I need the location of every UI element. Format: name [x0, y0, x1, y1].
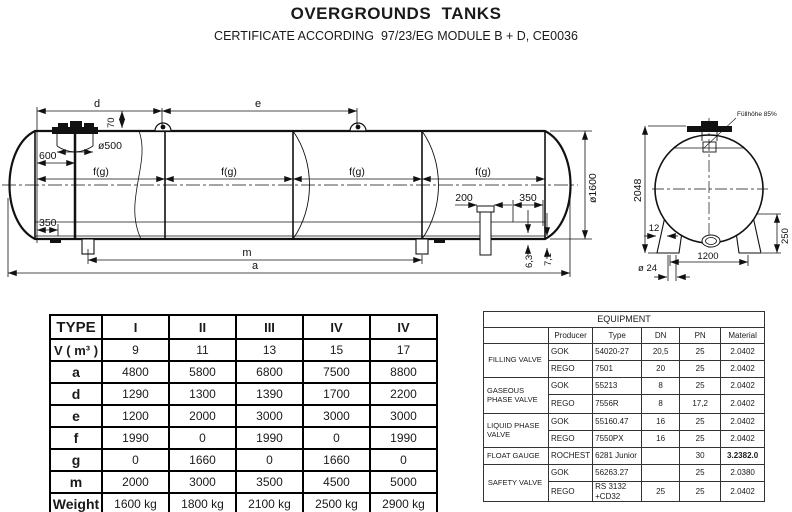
equipment-col-producer: Producer [549, 328, 593, 344]
equipment-col-material: Material [721, 328, 765, 344]
type-cell: 1200 [102, 405, 169, 427]
type-cell: 3500 [236, 471, 303, 493]
type-cell: 0 [303, 427, 370, 449]
equipment-cell: 16 [642, 431, 680, 448]
type-cell: 4500 [303, 471, 370, 493]
equipment-cell: 2.0402 [721, 482, 765, 502]
equipment-cell: GOK [549, 414, 593, 431]
equipment-group-label: SAFETY VALVE [484, 465, 549, 502]
type-cell: 2900 kg [370, 493, 437, 512]
type-row-label: g [50, 449, 102, 471]
equipment-cell: 2.0402 [721, 361, 765, 378]
type-cell: 1600 kg [102, 493, 169, 512]
type-cell: 1290 [102, 383, 169, 405]
equipment-cell: REGO [549, 395, 593, 414]
equipment-cell: REGO [549, 431, 593, 448]
type-col-header: I [102, 315, 169, 339]
type-cell: 1660 [169, 449, 236, 471]
type-cell: 9 [102, 339, 169, 361]
equipment-cell: 25 [642, 482, 680, 502]
dim-label-phi500: ø500 [98, 140, 122, 152]
tank-side-view [2, 121, 578, 255]
equipment-cell [642, 448, 680, 465]
dim-label-12: 12 [648, 223, 660, 234]
equipment-cell: 54020-27 [593, 344, 642, 361]
equipment-cell: 6281 Junior [593, 448, 642, 465]
equipment-cell: RS 3132 +CD32 [593, 482, 642, 502]
dim-label-d: d [93, 98, 101, 110]
equipment-group-label: FLOAT GAUGE [484, 448, 549, 465]
equipment-table [483, 311, 765, 502]
dim-label-7-1: 7,1 [543, 252, 554, 266]
equipment-col-blank [484, 328, 549, 344]
type-cell: 5800 [169, 361, 236, 383]
type-cell: 2500 kg [303, 493, 370, 512]
dim-label-fg2: f(g) [221, 166, 237, 178]
equipment-cell: 20,5 [642, 344, 680, 361]
drain-nozzle [477, 206, 494, 255]
equipment-cell: GOK [549, 465, 593, 482]
type-cell: 0 [370, 449, 437, 471]
type-col-header: III [236, 315, 303, 339]
equipment-cell: 25 [680, 482, 721, 502]
dim-label-fg4: f(g) [475, 166, 491, 178]
equipment-cell: 2.0402 [721, 378, 765, 395]
type-cell: 13 [236, 339, 303, 361]
type-cell: 4800 [102, 361, 169, 383]
type-cell: 5000 [370, 471, 437, 493]
lifting-lug [155, 123, 171, 131]
type-row-label: V ( m³ ) [50, 339, 102, 361]
equipment-col-type: Type [593, 328, 642, 344]
type-cell: 0 [169, 427, 236, 449]
equipment-cell: 7556R [593, 395, 642, 414]
equipment-cell: 25 [680, 431, 721, 448]
equipment-cell: 2.0402 [721, 414, 765, 431]
dim-label-70: 70 [106, 117, 117, 128]
equipment-group-label: GASEOUS PHASE VALVE [484, 378, 549, 414]
equipment-cell: 2.0380 [721, 465, 765, 482]
support-pad [50, 239, 61, 243]
equipment-cell: 25 [680, 414, 721, 431]
equipment-cell: 25 [680, 361, 721, 378]
type-cell: 2200 [370, 383, 437, 405]
page-subtitle: CERTIFICATE ACCORDING 97/23/EG MODULE B + D, CE0036 [214, 29, 578, 43]
support-leg [416, 239, 428, 254]
type-row-label: Weight [50, 493, 102, 512]
type-cell: 1800 kg [169, 493, 236, 512]
equipment-cell: REGO [549, 361, 593, 378]
equipment-cell [642, 465, 680, 482]
type-cell: 6800 [236, 361, 303, 383]
dim-label-2048: 2048 [632, 178, 644, 202]
equipment-cell: ROCHEST [549, 448, 593, 465]
type-cell: 1390 [236, 383, 303, 405]
equipment-cell: 7501 [593, 361, 642, 378]
page-title: OVERGROUNDS TANKS [290, 4, 502, 23]
equipment-cell: GOK [549, 378, 593, 395]
type-cell: 15 [303, 339, 370, 361]
dim-label-350-right: 350 [519, 192, 537, 204]
dim-label-1200: 1200 [697, 251, 719, 262]
type-cell: 1700 [303, 383, 370, 405]
type-cell: 11 [169, 339, 236, 361]
type-cell: 2000 [169, 405, 236, 427]
type-cell: 3000 [236, 405, 303, 427]
fill-height-label: Füllhöhe 85% [737, 111, 777, 118]
equipment-cell: 3.2382.0 [721, 448, 765, 465]
equipment-table-title: EQUIPMENT [484, 312, 765, 328]
dim-label-600: 600 [39, 150, 57, 162]
type-cell: 7500 [303, 361, 370, 383]
type-table [49, 314, 438, 512]
equipment-cell: 55160.47 [593, 414, 642, 431]
dim-label-phi1600: ø1600 [587, 173, 599, 203]
equipment-cell: 30 [680, 448, 721, 465]
dim-label-e: e [254, 98, 262, 110]
equipment-cell: 2.0402 [721, 431, 765, 448]
equipment-col-pn: PN [680, 328, 721, 344]
equipment-cell: 17,2 [680, 395, 721, 414]
type-cell: 2100 kg [236, 493, 303, 512]
equipment-cell: 16 [642, 414, 680, 431]
equipment-group-label: FILLING VALVE [484, 344, 549, 378]
dim-label-m: m [242, 247, 252, 259]
type-cell: 0 [102, 449, 169, 471]
type-table-corner: TYPE [50, 315, 102, 339]
type-col-header: IV [370, 315, 437, 339]
lifting-lug [350, 123, 366, 131]
equipment-cell: GOK [549, 344, 593, 361]
equipment-cell: 20 [642, 361, 680, 378]
type-col-header: II [169, 315, 236, 339]
type-row-label: e [50, 405, 102, 427]
type-cell: 3000 [303, 405, 370, 427]
type-cell: 3000 [370, 405, 437, 427]
type-cell: 1990 [236, 427, 303, 449]
type-row-label: a [50, 361, 102, 383]
equipment-group-label: LIQUID PHASE VALVE [484, 414, 549, 448]
equipment-cell: 8 [642, 395, 680, 414]
equipment-cell: 56263.27 [593, 465, 642, 482]
type-cell: 3000 [169, 471, 236, 493]
type-cell: 1990 [370, 427, 437, 449]
drain-end [702, 235, 720, 247]
dim-label-350-left: 350 [39, 217, 57, 229]
type-cell: 1660 [303, 449, 370, 471]
tank-end-view [652, 118, 768, 253]
equipment-cell: 25 [680, 378, 721, 395]
dim-label-fg3: f(g) [349, 166, 365, 178]
equipment-cell: 2.0402 [721, 344, 765, 361]
dim-label-250: 250 [780, 228, 791, 244]
equipment-cell: 55213 [593, 378, 642, 395]
equipment-cell: 7550PX [593, 431, 642, 448]
type-row-label: f [50, 427, 102, 449]
type-cell: 2000 [102, 471, 169, 493]
type-row-label: m [50, 471, 102, 493]
type-cell: 0 [236, 449, 303, 471]
type-col-header: IV [303, 315, 370, 339]
type-cell: 1300 [169, 383, 236, 405]
support-pad [434, 239, 445, 243]
type-row-label: d [50, 383, 102, 405]
dim-label-phi24: ø 24 [638, 263, 658, 274]
equipment-cell: 2.0402 [721, 395, 765, 414]
dim-label-200: 200 [455, 192, 473, 204]
type-cell: 1990 [102, 427, 169, 449]
type-cell: 8800 [370, 361, 437, 383]
equipment-cell: 25 [680, 465, 721, 482]
dim-label-fg1: f(g) [93, 166, 109, 178]
equipment-cell: 8 [642, 378, 680, 395]
dim-label-a: a [251, 260, 259, 272]
equipment-cell: REGO [549, 482, 593, 502]
equipment-col-dn: DN [642, 328, 680, 344]
dim-label-6-3: 6,3 [524, 254, 535, 268]
equipment-cell: 25 [680, 344, 721, 361]
type-cell: 17 [370, 339, 437, 361]
